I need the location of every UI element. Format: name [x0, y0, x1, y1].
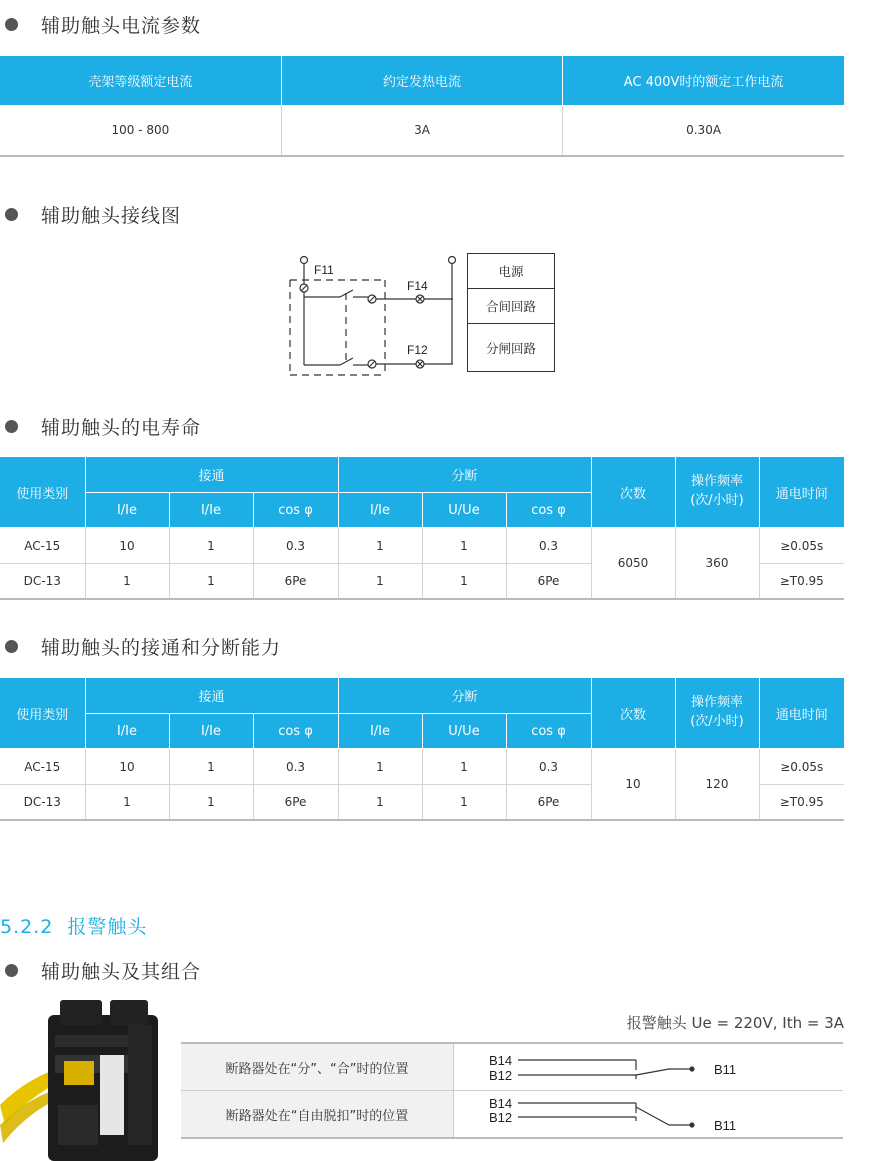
table-cell: AC-15 — [0, 749, 85, 785]
table-cell: 1 — [422, 564, 506, 599]
subheader: cos φ — [253, 493, 338, 528]
table-cell: 6050 — [591, 528, 675, 599]
header-break: 分断 — [338, 678, 591, 714]
table-cell: 1 — [169, 564, 253, 599]
label-f14: F14 — [407, 279, 428, 293]
table-cell: 3A — [281, 106, 562, 156]
table-cell: 10 — [85, 749, 169, 785]
subheader: cos φ — [253, 714, 338, 749]
label-b11: B11 — [714, 1118, 737, 1133]
table-cell: 1 — [169, 749, 253, 785]
label-b12: B12 — [489, 1110, 513, 1125]
label-b11: B11 — [714, 1062, 737, 1077]
section-heading-combination — [0, 956, 201, 984]
table-cell: 1 — [85, 785, 169, 820]
electrical-life-table — [0, 456, 844, 600]
table-cell: 1 — [169, 528, 253, 564]
table-cell: 6Pe — [506, 785, 591, 820]
subheader: cos φ — [506, 714, 591, 749]
label-f12: F12 — [407, 343, 428, 357]
label-f11: F11 — [314, 263, 334, 277]
subheader: U/Ue — [422, 714, 506, 749]
subheader: I/Ie — [338, 714, 422, 749]
circuit-legend-box — [467, 253, 555, 372]
header-cell: 约定发热电流 — [281, 56, 562, 106]
table-cell: 1 — [422, 749, 506, 785]
table-cell: ≥0.05s — [759, 749, 844, 785]
subheader: U/Ue — [422, 493, 506, 528]
section-title: 辅助触头的电寿命 — [41, 416, 202, 439]
table-cell: 0.3 — [253, 528, 338, 564]
header-break: 分断 — [338, 457, 591, 493]
table-cell: 1 — [85, 564, 169, 599]
table-cell: 6Pe — [253, 564, 338, 599]
header-make: 接通 — [85, 457, 338, 493]
label-b14: B14 — [489, 1096, 513, 1111]
alarm-contact-table — [181, 1042, 843, 1139]
table-cell: 360 — [675, 528, 759, 599]
bullet-icon — [5, 640, 18, 653]
section-title: 辅助触头及其组合 — [41, 960, 202, 983]
alarm-row — [181, 1091, 843, 1139]
table-cell: 1 — [338, 749, 422, 785]
header-count: 次数 — [591, 457, 675, 528]
table-cell: DC-13 — [0, 785, 85, 820]
section-heading-wiring — [0, 200, 181, 228]
bullet-icon — [5, 964, 18, 977]
header-frequency: 操作频率 (次/小时) — [675, 457, 759, 528]
header-category: 使用类别 — [0, 678, 85, 749]
table-cell: 0.3 — [506, 528, 591, 564]
box-open-circuit: 分闸回路 — [485, 340, 536, 356]
section-number-title: 5.2.2 报警触头 — [0, 916, 148, 938]
header-cell: AC 400V时的额定工作电流 — [563, 56, 844, 106]
alarm-contact-photo — [0, 995, 175, 1161]
table-cell: 0.30A — [563, 106, 844, 156]
table-row — [0, 749, 844, 785]
table-row — [0, 528, 844, 564]
alarm-diagram-tripped — [454, 1091, 843, 1137]
alarm-row-label: 断路器处在“分”、“合”时的位置 — [181, 1044, 454, 1090]
section-heading-life — [0, 412, 201, 440]
alarm-rating-note: 报警触头 Ue = 220V, Ith = 3A — [626, 1014, 844, 1032]
current-params-table — [0, 55, 844, 157]
header-frequency: 操作频率 (次/小时) — [675, 678, 759, 749]
header-make: 接通 — [85, 678, 338, 714]
table-cell: ≥T0.95 — [759, 564, 844, 599]
section-heading-current — [0, 10, 201, 38]
subheader: I/Ie — [85, 714, 169, 749]
table-cell: ≥T0.95 — [759, 785, 844, 820]
table-cell: ≥0.05s — [759, 528, 844, 564]
header-time: 通电时间 — [759, 678, 844, 749]
section-title: 辅助触头的接通和分断能力 — [41, 636, 282, 659]
subheader: I/Ie — [169, 714, 253, 749]
header-category: 使用类别 — [0, 457, 85, 528]
breaking-capacity-table — [0, 677, 844, 821]
bullet-icon — [5, 420, 18, 433]
section-title: 辅助触头电流参数 — [41, 14, 202, 37]
alarm-row — [181, 1044, 843, 1091]
section-heading-breaking — [0, 632, 281, 660]
alarm-diagram-normal — [454, 1044, 843, 1090]
box-close-circuit: 合间回路 — [468, 289, 554, 324]
header-time: 通电时间 — [759, 457, 844, 528]
subheader: I/Ie — [338, 493, 422, 528]
table-cell: 100 - 800 — [0, 106, 281, 156]
box-power: 电源 — [468, 254, 554, 289]
table-cell: 1 — [338, 528, 422, 564]
table-cell: 0.3 — [506, 749, 591, 785]
subheader: cos φ — [506, 493, 591, 528]
table-cell: DC-13 — [0, 564, 85, 599]
table-cell: 0.3 — [253, 749, 338, 785]
table-cell: 6Pe — [253, 785, 338, 820]
table-cell: 10 — [85, 528, 169, 564]
table-cell: 1 — [422, 528, 506, 564]
label-b12: B12 — [489, 1068, 513, 1083]
table-cell: 1 — [338, 564, 422, 599]
table-cell: AC-15 — [0, 528, 85, 564]
alarm-row-label: 断路器处在“自由脱扣”时的位置 — [181, 1091, 454, 1137]
table-cell: 1 — [169, 785, 253, 820]
bullet-icon — [5, 208, 18, 221]
table-cell: 6Pe — [506, 564, 591, 599]
label-b14: B14 — [489, 1053, 513, 1068]
table-cell: 1 — [338, 785, 422, 820]
table-cell: 10 — [591, 749, 675, 820]
table-cell: 120 — [675, 749, 759, 820]
subheader: I/Ie — [85, 493, 169, 528]
table-cell: 1 — [422, 785, 506, 820]
header-cell: 壳架等级额定电流 — [0, 56, 281, 106]
section-title: 辅助触头接线图 — [41, 204, 182, 227]
subheader: I/Ie — [169, 493, 253, 528]
bullet-icon — [5, 18, 18, 31]
header-count: 次数 — [591, 678, 675, 749]
